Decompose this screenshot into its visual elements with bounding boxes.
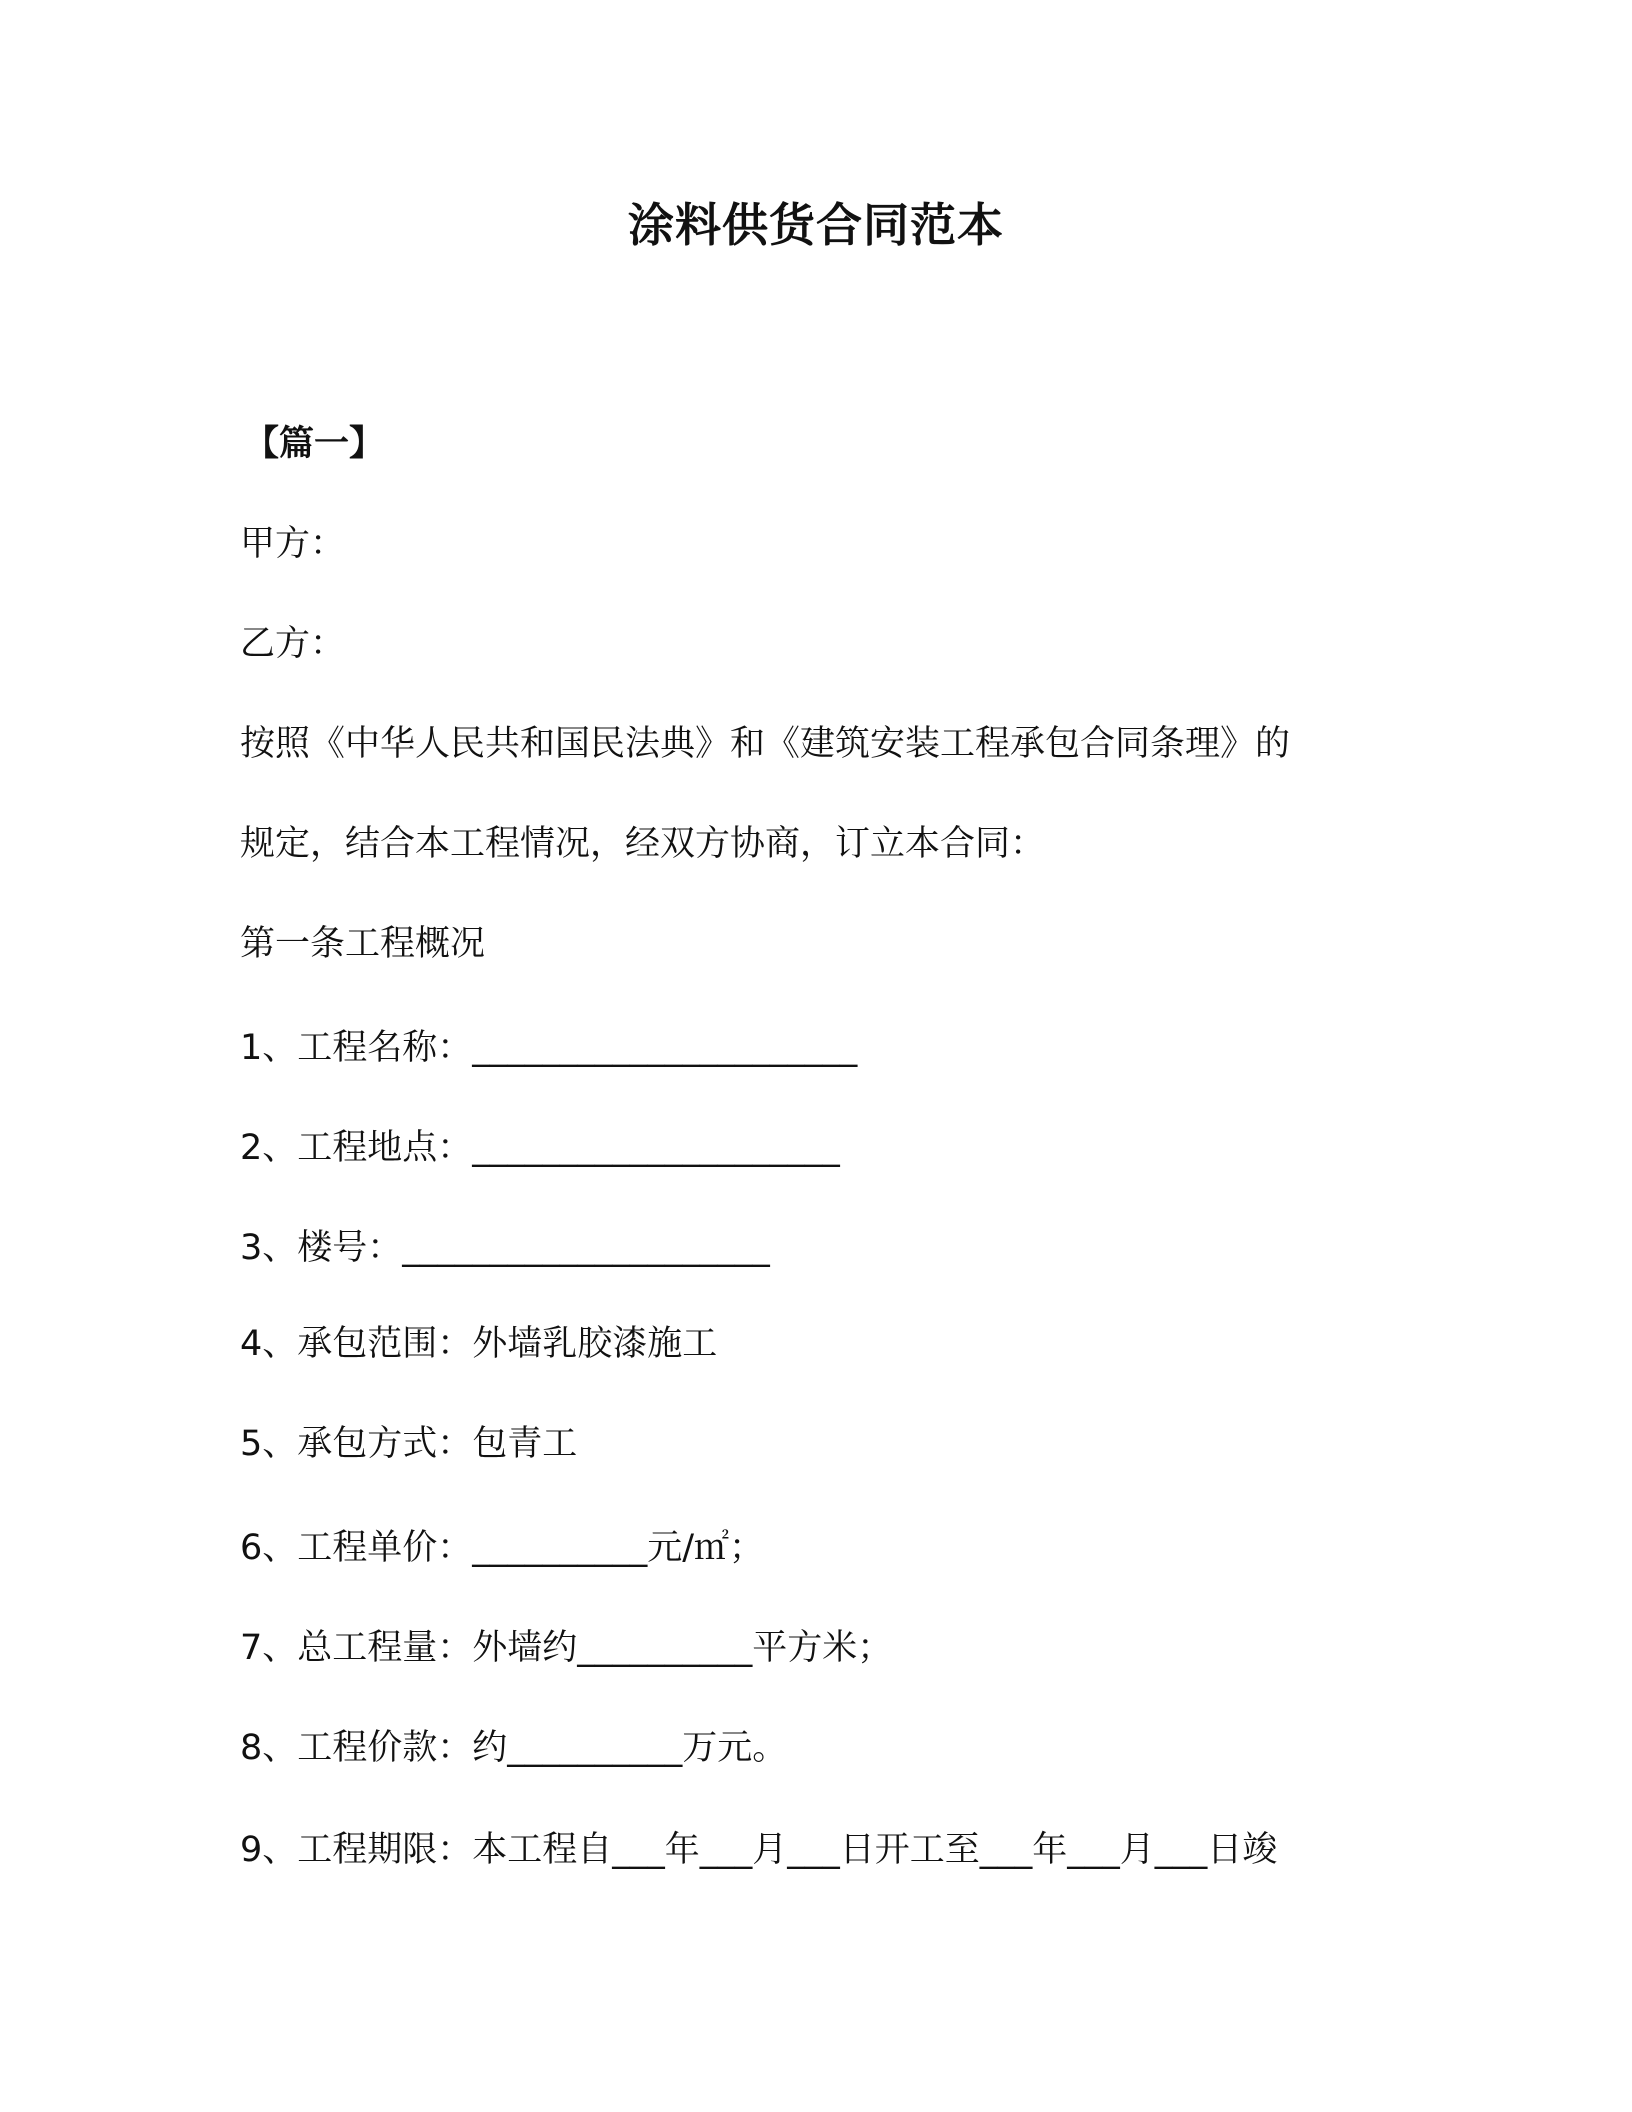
item-contract-method: 5、承包方式：包青工 (240, 1424, 578, 1464)
item-project-price: 8、工程价款：约__________万元。 (240, 1728, 788, 1768)
party-b-label: 乙方： (240, 624, 346, 664)
item-unit-price: 6、工程单价：__________元/㎡； (240, 1528, 765, 1568)
item-contract-scope: 4、承包范围：外墙乳胶漆施工 (240, 1324, 718, 1364)
item-total-quantity: 7、总工程量：外墙约__________平方米； (240, 1628, 893, 1668)
item-project-location: 2、工程地点：_____________________ (240, 1128, 840, 1168)
document-title: 涂料供货合同范本 (628, 198, 1004, 252)
item-project-name: 1、工程名称：______________________ (240, 1028, 858, 1068)
intro-paragraph-line-1: 按照《中华人民共和国民法典》和《建筑安装工程承包合同条理》的 (240, 724, 1291, 764)
intro-paragraph-line-2: 规定，结合本工程情况，经双方协商，订立本合同： (240, 824, 1046, 864)
article-1-heading: 第一条工程概况 (240, 924, 486, 964)
item-building-number: 3、楼号：_____________________ (240, 1228, 770, 1268)
party-a-label: 甲方： (240, 524, 346, 564)
item-project-period: 9、工程期限：本工程自___年___月___日开工至___年___月___日竣 (240, 1830, 1278, 1870)
section-heading: 【篇一】 (244, 424, 385, 464)
